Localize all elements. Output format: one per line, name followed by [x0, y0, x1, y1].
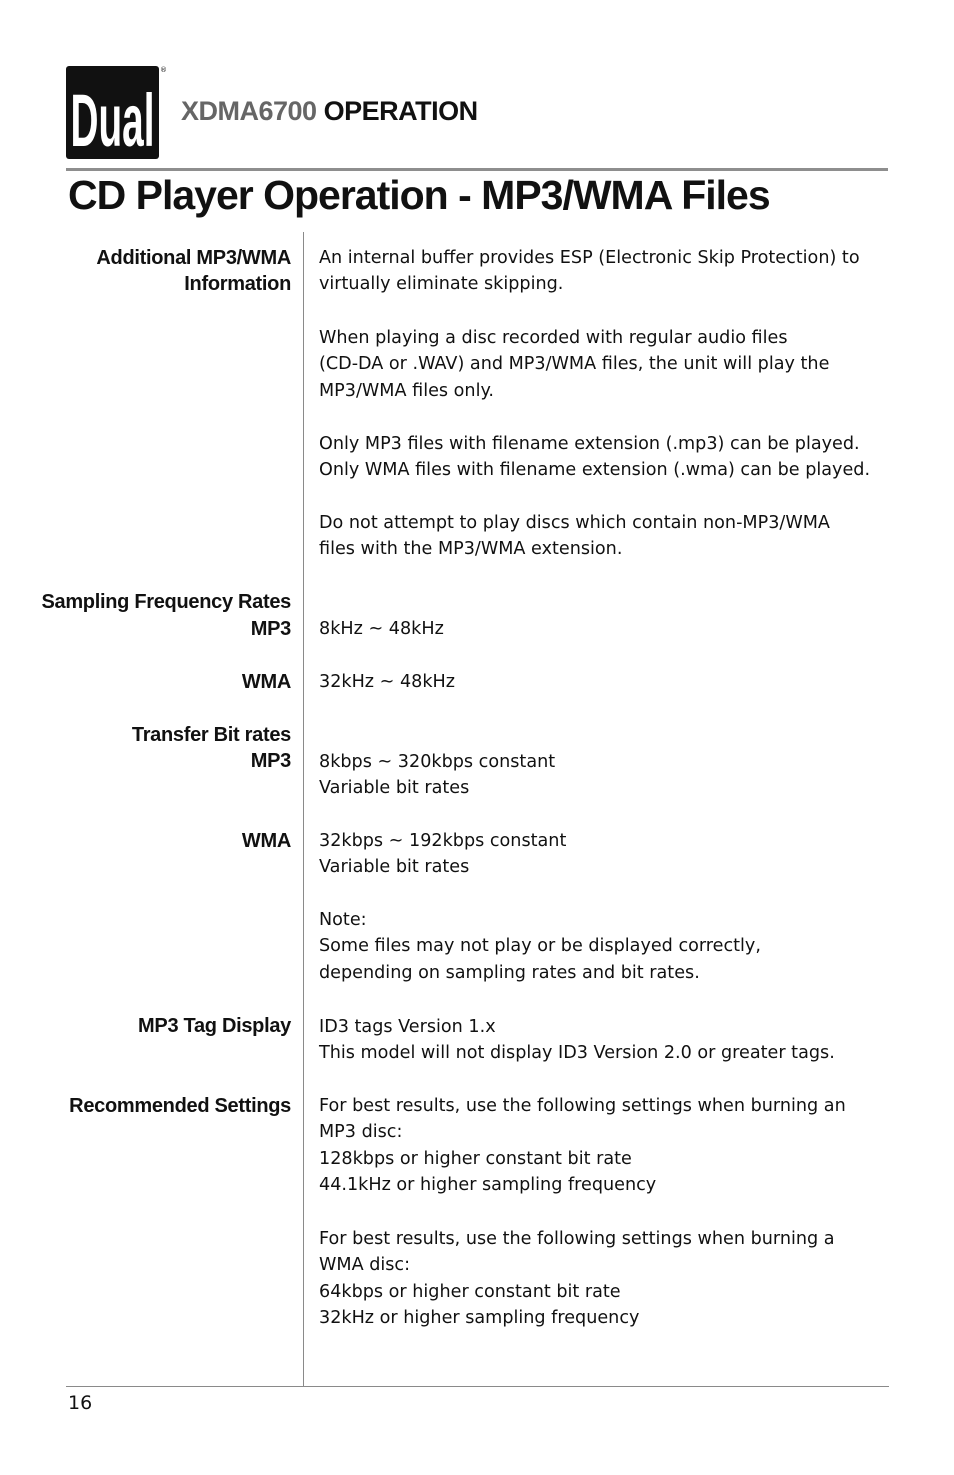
- label-additional-line-1: Additional MP3/WMA: [96, 247, 291, 269]
- value-sampling-wma: [319, 669, 455, 695]
- label-sampling-mp3: MP3: [250, 618, 291, 640]
- footer-rule: [66, 1386, 889, 1387]
- text-line: Variable bit rates: [319, 857, 470, 878]
- value-sampling-mp3: [319, 616, 444, 642]
- text-line: 8kbps ~ 320kbps constant: [319, 752, 556, 772]
- header-line: [181, 96, 478, 127]
- text-line: 44.1kHz or higher sampling frequency: [319, 1175, 657, 1196]
- dual-logo-mark: [66, 66, 159, 159]
- label-transfer: Transfer Bit rates: [131, 724, 291, 746]
- text-line: 64kbps or higher constant bit rate: [319, 1281, 621, 1302]
- text-line: This model will not display ID3 Version 2.0 or greater tags.: [319, 1043, 835, 1064]
- value-transfer-wma: [319, 828, 566, 881]
- logo-wordmark: Dual: [70, 79, 155, 159]
- text-line: depending on sampling rates and bit rates.: [319, 962, 700, 983]
- label-additional-line-2: Information: [184, 273, 291, 296]
- value-transfer-mp3: [319, 749, 555, 802]
- text-line: 32kHz or higher sampling frequency: [319, 1308, 640, 1329]
- paragraph-recommended-wma: [319, 1226, 835, 1332]
- registered-mark: ®: [160, 66, 167, 74]
- paragraph-buffer: [319, 245, 860, 298]
- text-line: Some files may not play or be displayed correctly,: [319, 936, 761, 957]
- dual-logo: [66, 66, 159, 159]
- header-model: XDMA6700: [181, 96, 317, 126]
- paragraph-recommended-mp3: [319, 1093, 846, 1199]
- text-line: An internal buffer provides ESP (Electronic Skip Protection) to: [319, 248, 860, 268]
- column-divider: [303, 232, 304, 1387]
- paragraph-extensions: [319, 431, 870, 484]
- label-tag-display: MP3 Tag Display: [138, 1015, 291, 1037]
- page-number: 16: [68, 1392, 93, 1414]
- label-sampling: Sampling Frequency Rates: [41, 591, 291, 613]
- text-line: When playing a disc recorded with regular audio files: [319, 328, 788, 348]
- paragraph-tags: [319, 1014, 835, 1067]
- text-line: files with the MP3/WMA extension.: [319, 539, 623, 560]
- page-title: CD Player Operation - MP3/WMA Files: [68, 172, 770, 218]
- text-line: Only MP3 files with filename extension (.mp3) can be played.: [319, 434, 860, 454]
- label-sampling-wma: WMA: [241, 671, 291, 693]
- paragraph-warning: [319, 510, 830, 563]
- text-line: 32kHz ~ 48kHz: [319, 672, 456, 692]
- text-line: MP3 disc:: [319, 1122, 403, 1143]
- label-recommended: Recommended Settings: [69, 1095, 291, 1117]
- text-line: Only WMA files with filename extension (.wma) can be played.: [319, 460, 871, 481]
- text-line: virtually eliminate skipping.: [319, 274, 564, 295]
- label-additional-info: [96, 245, 291, 298]
- header-rule: [66, 168, 888, 171]
- label-transfer-wma: WMA: [241, 830, 291, 852]
- label-transfer-mp3: MP3: [250, 750, 291, 772]
- text-line: Variable bit rates: [319, 778, 470, 799]
- text-line: (CD-DA or .WAV) and MP3/WMA files, the unit will play the: [319, 354, 830, 375]
- text-line: ID3 tags Version 1.x: [319, 1017, 496, 1037]
- text-line: For best results, use the following settings when burning a: [319, 1229, 835, 1249]
- header-section: OPERATION: [323, 96, 478, 126]
- text-line: 128kbps or higher constant bit rate: [319, 1148, 632, 1169]
- paragraph-mixed: [319, 325, 829, 404]
- paragraph-note: [319, 907, 761, 986]
- text-line: Note:: [319, 910, 367, 930]
- text-line: For best results, use the following settings when burning an: [319, 1096, 846, 1116]
- text-line: 32kbps ~ 192kbps constant: [319, 831, 567, 851]
- text-line: 8kHz ~ 48kHz: [319, 619, 444, 639]
- text-line: WMA disc:: [319, 1255, 411, 1276]
- text-line: Do not attempt to play discs which contain non-MP3/WMA: [319, 513, 830, 533]
- text-line: MP3/WMA files only.: [319, 380, 494, 401]
